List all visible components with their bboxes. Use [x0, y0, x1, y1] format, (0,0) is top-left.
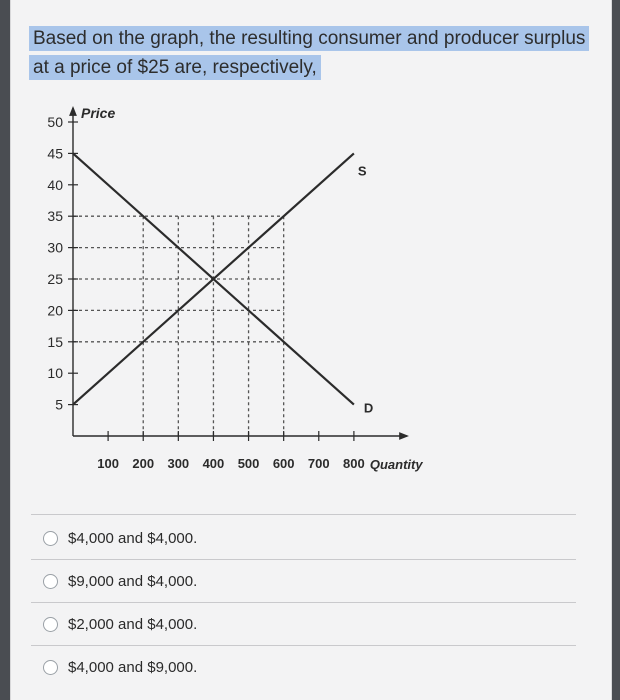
- x-tick-label: 500: [237, 456, 260, 471]
- answer-option-4[interactable]: [43, 649, 197, 685]
- y-tick-label: 20: [47, 302, 63, 319]
- axis-ticks: [47, 114, 364, 471]
- supply-curve-label: S: [357, 163, 367, 179]
- radio-button[interactable]: [43, 574, 58, 589]
- y-tick-label: 25: [47, 271, 63, 287]
- x-axis-label: Quantity: [369, 457, 423, 472]
- y-tick-label: 45: [47, 145, 63, 162]
- y-tick-label: 40: [47, 176, 63, 193]
- y-axis-label: Price: [81, 105, 116, 121]
- answer-option-label: $9,000 and $4,000.: [68, 572, 198, 590]
- answer-option-label: $4,000 and $9,000.: [68, 658, 198, 676]
- x-tick-label: 700: [307, 456, 330, 471]
- divider: [31, 645, 576, 646]
- x-tick-label: 800: [343, 456, 365, 471]
- dashed-guide-lines: [73, 216, 284, 436]
- radio-button[interactable]: [43, 531, 58, 546]
- radio-button[interactable]: [43, 617, 58, 632]
- answer-option-label: $4,000 and $4,000.: [68, 529, 198, 547]
- y-tick-label: 10: [47, 365, 63, 382]
- chart-axes: [73, 108, 407, 436]
- x-tick-label: 100: [97, 456, 119, 471]
- question-prompt: [29, 24, 595, 82]
- question-text: Based on the graph, the resulting consumer and producer surplus at a price of $25 are, respectively,: [29, 26, 589, 80]
- answer-option-3[interactable]: [43, 606, 197, 642]
- y-tick-label: 5: [55, 396, 63, 413]
- x-tick-label: 600: [272, 456, 295, 471]
- answer-option-label: $2,000 and $4,000.: [68, 615, 198, 633]
- answer-option-1[interactable]: [43, 520, 197, 556]
- x-tick-label: 300: [167, 456, 190, 471]
- demand-curve-label: D: [363, 400, 374, 416]
- divider: [31, 602, 576, 603]
- y-tick-label: 30: [47, 239, 63, 256]
- y-tick-label: 35: [47, 208, 63, 225]
- y-tick-label: 50: [47, 114, 63, 130]
- answer-option-2[interactable]: [43, 563, 197, 599]
- x-tick-label: 400: [202, 456, 225, 471]
- divider: [31, 559, 576, 560]
- y-tick-label: 15: [47, 333, 63, 350]
- supply-demand-chart: [29, 92, 429, 492]
- radio-button[interactable]: [43, 660, 58, 675]
- question-card: [10, 0, 612, 700]
- x-tick-label: 200: [132, 456, 155, 471]
- divider: [31, 514, 576, 515]
